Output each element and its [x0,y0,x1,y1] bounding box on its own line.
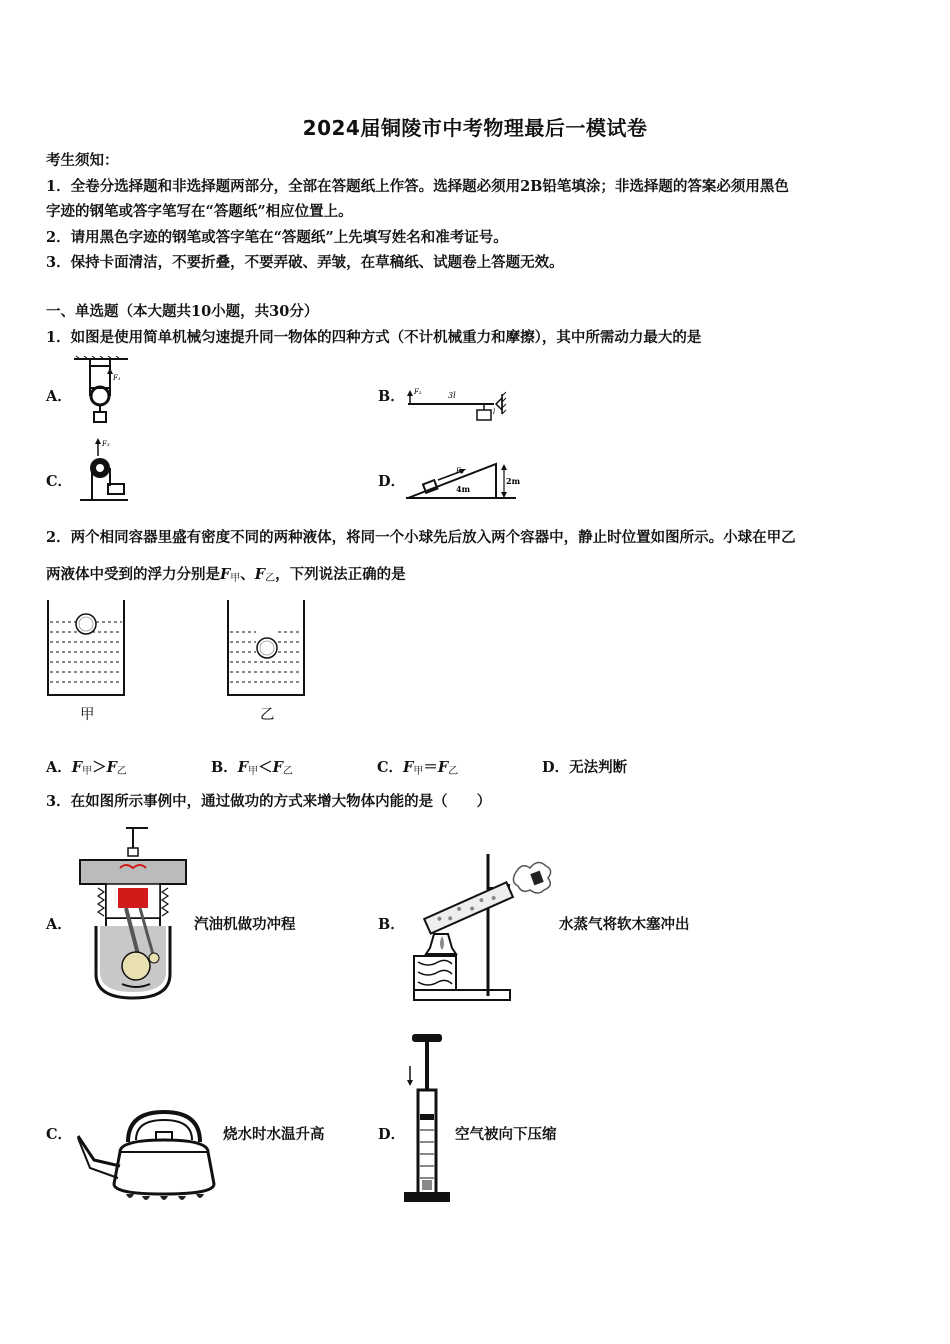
notice-heading: 考生须知： [46,152,119,169]
q2-option-c[interactable]: C．$F_甲=F_乙$ [377,759,459,777]
label-3l: 3l [448,391,456,400]
q3-figure-c-kettle [76,1104,224,1204]
q1-figure-d-incline [404,460,519,502]
q3-option-d-label[interactable]: D． [378,1126,406,1143]
label-l: l [493,408,496,416]
label-4m: 4m [456,484,471,494]
q1-option-a-label[interactable]: A． [46,388,72,405]
q2-option-d[interactable]: D．无法判断 [542,759,628,776]
question-2-line-1: 2．两个相同容器里盛有密度不同的两种液体，将同一个小球先后放入两个容器中，静止时位置如图所示。小球在甲乙 [46,529,796,546]
q3-caption-d: 空气被向下压缩 [455,1126,557,1143]
q3-figure-d-cylinder [400,1030,454,1206]
section-heading: 一、单选题（本大题共10小题，共30分） [46,303,319,320]
label-f3: F₃ [102,440,110,448]
piston [118,888,148,908]
label-f1: F₁ [113,374,121,382]
q1-option-c-label[interactable]: C． [46,473,73,490]
q2-container-jia [46,600,128,698]
question-3-text: 3．在如图所示事例中，通过做功的方式来增大物体内能的是（ ） [46,793,492,810]
q1-figure-a-pulley [72,356,132,424]
question-1-text: 1．如图是使用简单机械匀速提升同一物体的四种方式（不计机械重力和摩擦），其中所需动力最大的是 [46,329,702,346]
q3-figure-a-engine [76,826,190,1006]
q3-caption-c: 烧水时水温升高 [223,1126,325,1143]
question-2-line-2: 两液体中受到的浮力分别是$F_甲$、$F_乙$，下列说法正确的是 [46,566,406,584]
page-title: 2024届铜陵市中考物理最后一模试卷 [302,116,648,140]
q1-figure-c-fixed-pulley [80,438,142,504]
notice-line: 字迹的钢笔或答字笔写在“答题纸”相应位置上。 [46,203,353,220]
q1-figure-b-lever [404,382,514,424]
q2-container-yi [226,600,308,698]
q3-caption-a: 汽油机做功冲程 [194,916,296,933]
q3-option-a-label[interactable]: A． [46,916,72,933]
q2-option-a[interactable]: A．$F_甲>F_乙$ [46,759,127,777]
notice-line: 3．保持卡面清洁，不要折叠，不要弄破、弄皱，在草稿纸、试题卷上答题无效。 [46,254,564,271]
q2-option-b[interactable]: B．$F_甲<F_乙$ [211,759,293,777]
q3-option-c-label[interactable]: C． [46,1126,73,1143]
q3-figure-b-steam [404,850,564,1006]
q3-option-b-label[interactable]: B． [378,916,405,933]
q2-caption-yi: 乙 [260,707,275,723]
notice-line: 2．请用黑色字迹的钢笔或答字笔在“答题纸”上先填写姓名和准考证号。 [46,229,508,246]
label-f4: F₄ [456,467,464,475]
q3-caption-b: 水蒸气将软木塞冲出 [559,916,690,933]
label-2m: 2m [506,476,521,486]
q1-option-d-label[interactable]: D． [378,473,406,490]
q2-caption-jia: 甲 [80,707,95,723]
label-f2: F₂ [414,388,422,396]
q1-option-b-label[interactable]: B． [378,388,405,405]
notice-line: 1．全卷分选择题和非选择题两部分，全部在答题纸上作答。选择题必须用2B铅笔填涂；非选择题的答案必须用黑色 [46,178,789,195]
